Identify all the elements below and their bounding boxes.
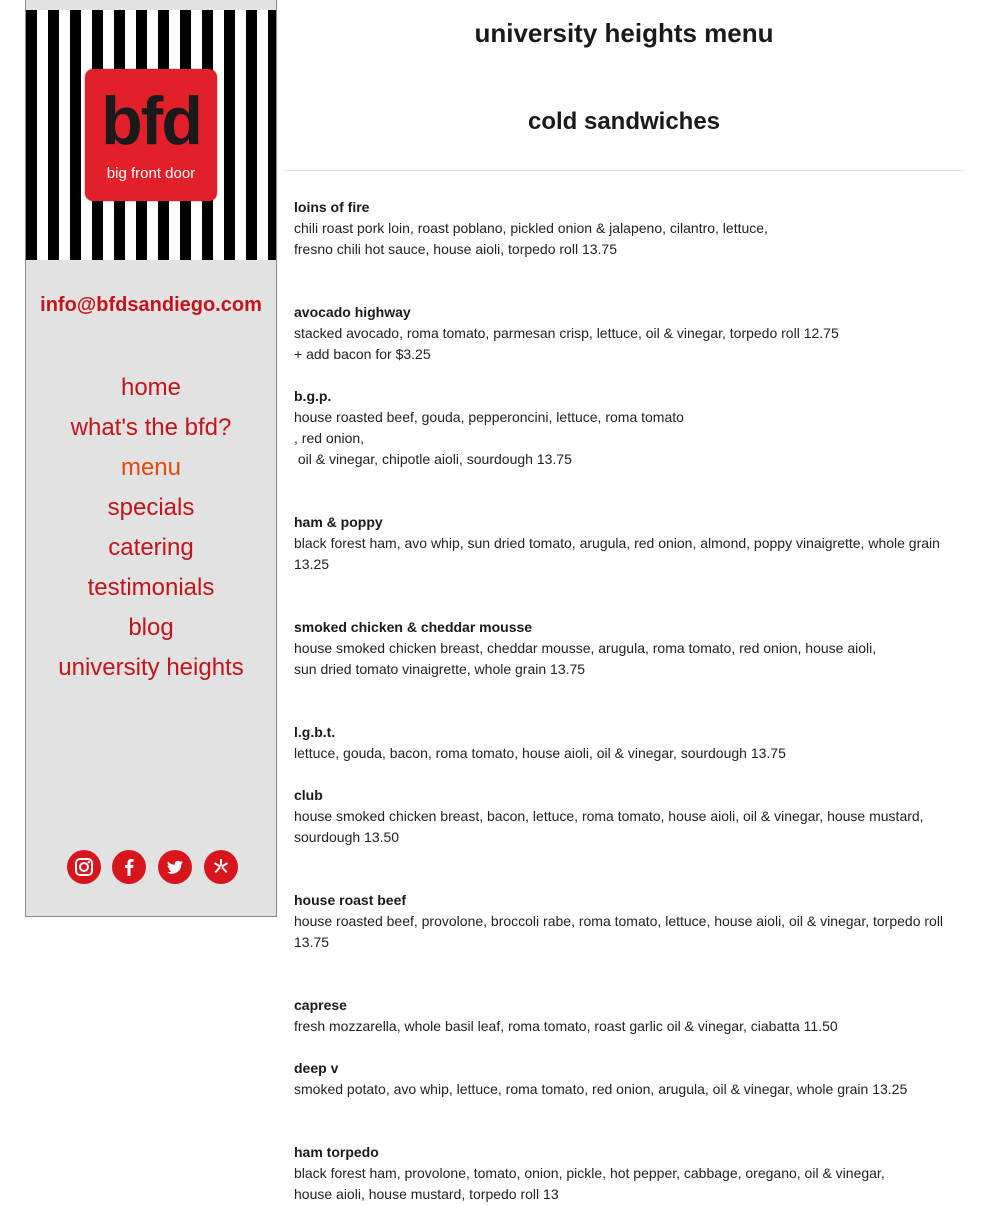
page-title: university heights menu bbox=[474, 18, 774, 48]
item-name: ham torpedo bbox=[294, 1144, 379, 1160]
item-description: house smoked chicken breast, cheddar mousse, arugula, roma tomato, red onion, house aioli, bbox=[294, 640, 877, 656]
item-description: fresno chili hot sauce, house aioli, torpedo roll 13.75 bbox=[294, 241, 617, 257]
divider bbox=[284, 170, 964, 171]
menu-item bbox=[294, 617, 954, 680]
email-link[interactable]: info@bfdsandiego.com bbox=[40, 294, 262, 316]
item-description: house roasted beef, gouda, pepperoncini, lettuce, roma tomato bbox=[294, 409, 684, 425]
item-name: house roast beef bbox=[294, 892, 407, 908]
menu-item bbox=[294, 1142, 954, 1205]
sidebar bbox=[25, 0, 277, 917]
item-name: loins of fire bbox=[294, 199, 370, 215]
item-description: chili roast pork loin, roast poblano, pickled onion & jalapeno, cilantro, lettuce, bbox=[294, 220, 768, 236]
menu-item bbox=[294, 722, 954, 764]
nav-item-testimonials[interactable]: testimonials bbox=[87, 574, 215, 601]
menu-item bbox=[294, 386, 954, 470]
nav-item-blog[interactable]: blog bbox=[128, 614, 174, 641]
nav-item-menu[interactable]: menu bbox=[120, 454, 182, 481]
nav-item-whats-the-bfd[interactable]: what's the bfd? bbox=[70, 414, 232, 441]
logo[interactable] bbox=[26, 10, 276, 260]
item-description: sun dried tomato vinaigrette, whole grain 13.75 bbox=[294, 661, 586, 677]
item-name: smoked chicken & cheddar mousse bbox=[294, 619, 533, 635]
logo-subtext: big front door bbox=[106, 165, 196, 182]
item-description: house roasted beef, provolone, broccoli rabe, roma tomato, lettuce, house aioli, oil & vinegar, torpedo roll bbox=[294, 913, 944, 929]
main-nav bbox=[26, 368, 276, 688]
item-description: smoked potato, avo whip, lettuce, roma tomato, red onion, arugula, oil & vinegar, whole grain 13.25 bbox=[294, 1081, 908, 1097]
menu-item bbox=[294, 995, 954, 1037]
item-description: house smoked chicken breast, bacon, lettuce, roma tomato, house aioli, oil & vinegar, house mustard, bbox=[294, 808, 924, 824]
item-name: ham & poppy bbox=[294, 514, 383, 530]
nav-item-university-heights[interactable]: university heights bbox=[58, 654, 244, 681]
item-name: b.g.p. bbox=[294, 388, 332, 404]
item-description: , red onion, bbox=[294, 430, 365, 446]
nav-item-catering[interactable]: catering bbox=[108, 534, 194, 561]
item-description: black forest ham, avo whip, sun dried tomato, arugula, red onion, almond, poppy vinaigrette, whole grain bbox=[294, 535, 940, 551]
item-description: stacked avocado, roma tomato, parmesan crisp, lettuce, oil & vinegar, torpedo roll 12.75 bbox=[294, 325, 839, 341]
section-title: cold sandwiches bbox=[527, 108, 721, 135]
item-name: caprese bbox=[294, 997, 347, 1013]
item-description: + add bacon for $3.25 bbox=[294, 346, 431, 362]
item-description: oil & vinegar, chipotle aioli, sourdough 13.75 bbox=[294, 451, 572, 467]
menu-item bbox=[294, 890, 954, 953]
menu-item bbox=[294, 197, 954, 260]
menu-item bbox=[294, 1058, 954, 1100]
logo-text: bfd bbox=[101, 83, 201, 159]
item-description: house aioli, house mustard, torpedo roll 13 bbox=[294, 1186, 559, 1202]
item-name: deep v bbox=[294, 1060, 339, 1076]
item-name: avocado highway bbox=[294, 304, 411, 320]
menu-item bbox=[294, 302, 954, 365]
item-name: club bbox=[294, 787, 323, 803]
menu-item bbox=[294, 512, 954, 575]
item-description: black forest ham, provolone, tomato, onion, pickle, hot pepper, cabbage, oregano, oil & vinegar, bbox=[294, 1165, 885, 1181]
item-description: sourdough 13.50 bbox=[294, 829, 400, 845]
item-description: 13.75 bbox=[294, 934, 330, 950]
social-links bbox=[67, 850, 247, 884]
item-description: fresh mozzarella, whole basil leaf, roma tomato, roast garlic oil & vinegar, ciabatta 11.50 bbox=[294, 1018, 838, 1034]
menu-item bbox=[294, 785, 954, 848]
facebook-icon[interactable] bbox=[112, 850, 146, 884]
item-description: 13.25 bbox=[294, 556, 330, 572]
twitter-icon[interactable] bbox=[158, 850, 192, 884]
nav-item-home[interactable]: home bbox=[120, 374, 182, 401]
instagram-icon[interactable] bbox=[67, 850, 101, 884]
nav-item-specials[interactable]: specials bbox=[107, 494, 195, 521]
yelp-icon[interactable] bbox=[204, 850, 238, 884]
item-name: l.g.b.t. bbox=[294, 724, 336, 740]
logo-badge bbox=[85, 69, 217, 201]
item-description: lettuce, gouda, bacon, roma tomato, house aioli, oil & vinegar, sourdough 13.75 bbox=[294, 745, 786, 761]
